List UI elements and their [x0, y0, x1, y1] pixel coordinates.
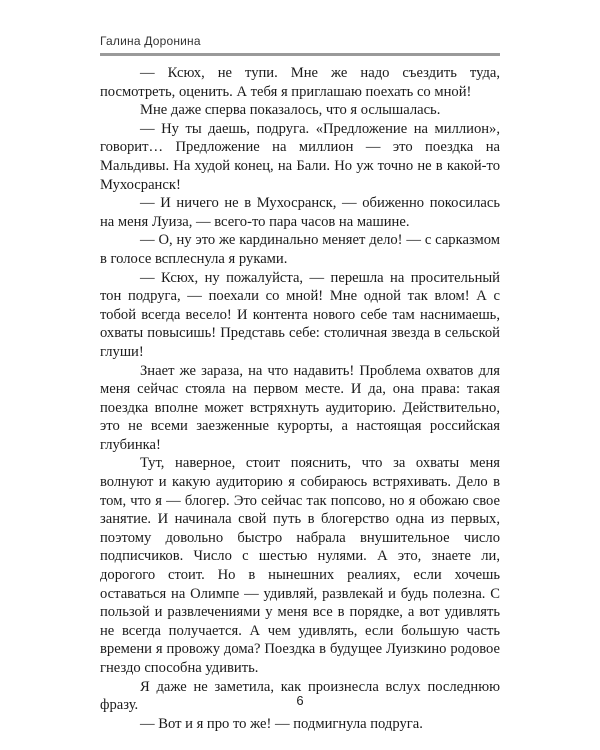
paragraph: Я даже не заметила, как произнесла вслух последнюю фразу. [100, 678, 500, 714]
paragraph: Мне даже сперва показалось, что я ослышалась. [140, 102, 441, 119]
paragraph: — Вот и я про то же! — подмигнула подруга. [140, 715, 423, 732]
author-name: Галина Доронина [100, 34, 201, 48]
paragraph: — И ничего не в Мухосранск, — обиженно покосилась на меня Луиза, — всего-то пара часов на машине. [100, 195, 500, 230]
paragraph: — Ксюх, ну пожалуйста, — перешла на просительный тон подруга, — поехали со мной! Мне одной так влом! А с тобой всегда весело! И контента нового себе там наснимаешь, охваты повысишь! Представь себе: столичная звезда в сельской глуши! [100, 269, 500, 360]
body-text [100, 64, 500, 733]
paragraph: Знает же зараза, на что надавить! Проблема охватов для меня сейчас стояла на первом месте. И да, она права: такая поездка вполне может встряхнуть аудиторию. Действительно, это не всеми заезженные курорты, а настоящая российская глубинка! [100, 362, 500, 453]
paragraph: — Ксюх, не тупи. Мне же надо съездить туда, посмотреть, оценить. А тебя я приглашаю поехать со мной! [100, 65, 500, 100]
paragraph: — О, ну это же кардинально меняет дело! — с сарказмом в голосе всплеснула я руками. [100, 232, 500, 267]
paragraph: Тут, наверное, стоит пояснить, что за охваты меня волнуют и какую аудиторию я собираюсь встряхивать. Дело в том, что я — блогер. Это сейчас так попсово, но я обожаю свое занятие. И начинала свой путь в блогерство одна из первых, поэтому довольно быстро набрала внушительное число подписчиков. Число с шестью нулями. А это, знаете ли, дорогого стоит. Но в нынешних реалиях, если хочешь оставаться на Олимпе — удивляй, развлекай и будь полезна. С пользой и развлечениями у меня все в порядке, а вот удивлять не всегда получается. А чем удивлять, если большую часть времени я провожу дома? Поездка в будущее Луизкино родовое гнездо способна удивить. [100, 455, 500, 676]
header-rule [100, 53, 500, 56]
paragraph: — Ну ты даешь, подруга. «Предложение на миллион», говорит… Предложение на миллион — это поездка на Мальдивы. На худой конец, на Бали. Но уж точно не в какой-то Мухосранск! [100, 120, 500, 193]
page-number: 6 [296, 693, 304, 708]
